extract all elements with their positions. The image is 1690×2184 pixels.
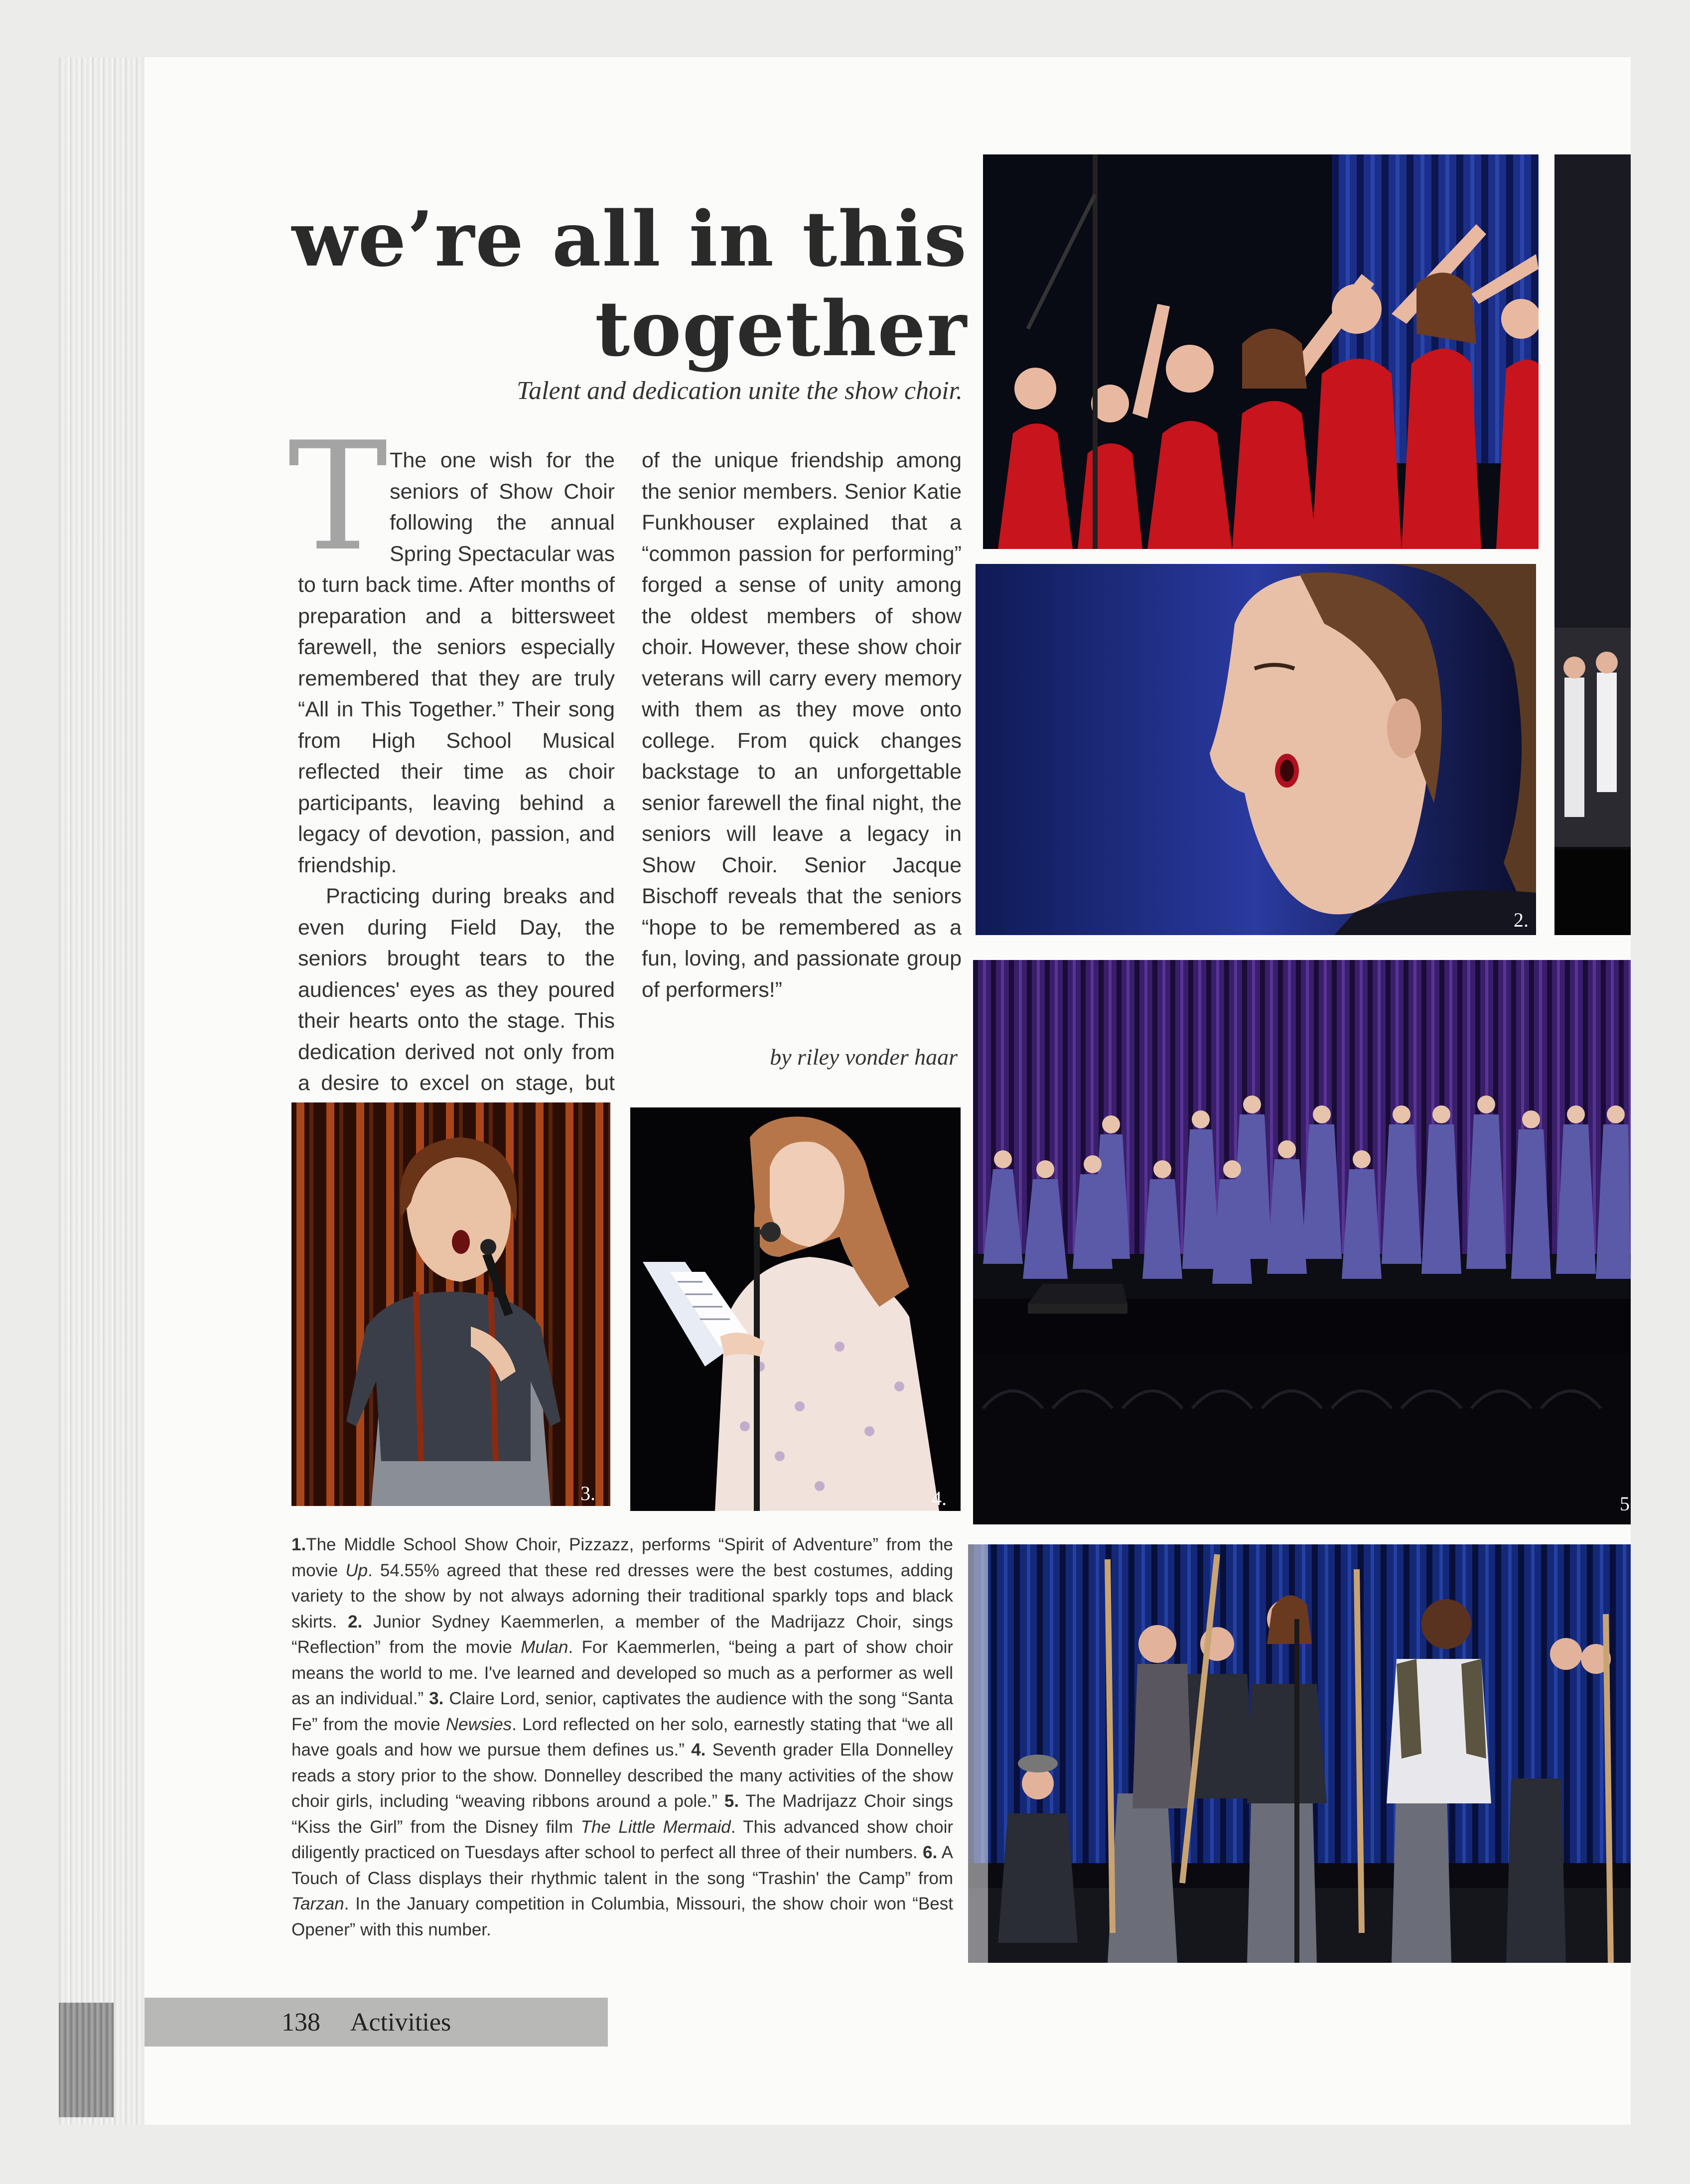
- drop-cap: T: [288, 410, 388, 584]
- photo-3-number: 3.: [580, 1482, 595, 1504]
- photo-1-red-dresses: [983, 154, 1539, 549]
- photo-2-image: [976, 564, 1536, 935]
- photo-5-number: 5: [1620, 1493, 1630, 1515]
- photo-4-ella-donnelley: [630, 1107, 961, 1511]
- photo-4-number: 4.: [932, 1487, 947, 1509]
- article-paragraph-2: Practicing during breaks and even during Field Day, the seniors brought tears to the audiences' eyes as they poured their hearts onto the stage. This dedication derived not only from a desire to excel on stage, but: [298, 884, 615, 1095]
- caption-6-text-end: . In the January competition in Columbia, Missouri, the show choir won “Best Opener” with this number.: [291, 1894, 953, 1939]
- article-column-2: [642, 445, 962, 1005]
- section-name: Activities: [350, 2008, 451, 2037]
- caption-5-text-end: . This advanced show choir diligently practiced on Tuesdays after school to perfect all three of their numbers.: [291, 1817, 953, 1862]
- caption-1-movie: Up: [345, 1560, 368, 1580]
- caption-6-movie: Tarzan: [291, 1894, 344, 1913]
- caption-number-6: 6.: [923, 1843, 938, 1862]
- photo-3-image: [291, 1102, 610, 1506]
- page-stack-bottom-edges: [59, 2003, 114, 2117]
- title-line-2: together: [594, 284, 968, 373]
- photo-2-number: 2.: [1514, 909, 1529, 931]
- photo-captions: [291, 1532, 953, 1942]
- photo-3-claire-lord: [291, 1102, 610, 1506]
- caption-5-text: The Madrijazz Choir sings “Kiss the Girl” from the Disney film: [291, 1791, 953, 1837]
- photo-edge-right-top: [1554, 154, 1631, 935]
- caption-number-3: 3.: [429, 1689, 444, 1708]
- photo-1-image: [983, 154, 1539, 549]
- caption-5-movie: The Little Mermaid: [580, 1817, 731, 1837]
- caption-2-text-end: . For Kaemmerlen, “being a part of show choir means the world to me. I've learned and developed so much as a performer as well as an individual.”: [291, 1638, 953, 1708]
- photo-4-image: [630, 1107, 961, 1511]
- caption-6-text: A Touch of Class displays their rhythmic talent in the song “Trashin' the Camp” from: [291, 1843, 954, 1888]
- photo-5-image: [973, 960, 1631, 1524]
- caption-number-2: 2.: [348, 1612, 363, 1632]
- caption-4-text: Seventh grader Ella Donnelley reads a story prior to the show. Donnelley described the many activities of the show choir girls, including “weaving ribbons around a pole.”: [291, 1740, 954, 1811]
- photo-edge-image: [1554, 154, 1631, 935]
- caption-number-1: 1.: [291, 1535, 306, 1554]
- caption-1-text: The Middle School Show Choir, Pizzazz, performs “Spirit of Adventure” from the movie: [291, 1535, 953, 1580]
- caption-3-text-end: . Lord reflected on her solo, earnestly stating that “we all have goals and how we pursue them defines us.”: [291, 1714, 953, 1760]
- page-footer: [282, 2008, 481, 2037]
- byline: by riley vonder haar: [770, 1044, 958, 1070]
- caption-2-text: Junior Sydney Kaemmerlen, a member of the Madrijazz Choir, sings “Reflection” from the movie: [291, 1612, 953, 1657]
- article-paragraph-3: of the unique friendship among the senior members. Senior Katie Funkhouser explained that a “common passion for performing” forged a sense of unity among the oldest members of show choir. However, these show choir veterans will carry every memory with them as they move onto college. From quick changes backstage to an unforgettable senior farewell the final night, the seniors will leave a legacy in Show Choir. Senior Jacque Bischoff reveals that the seniors “hope to be remembered as a fun, loving, and passionate group of performers!”: [642, 448, 962, 1002]
- page-subtitle: Talent and dedication unite the show choir.: [516, 377, 963, 405]
- photo-2-singer-closeup: [976, 564, 1536, 935]
- page-title: [292, 194, 968, 374]
- article-column-1: [288, 410, 615, 1130]
- caption-number-5: 5.: [724, 1791, 739, 1811]
- article-paragraph-1: The one wish for the seniors of Show Choir following the annual Spring Spectacular was to turn back time. After months of preparation and a bittersweet farewell, the seniors especially remembered that they are truly “All in This Together.” Their song from High School Musical reflected their time as choir participants, leaving behind a legacy of devotion, passion, and friendship.: [298, 448, 615, 877]
- caption-1-text-end: . 54.55% agreed that these red dresses were the best costumes, adding variety to the show by not always adorning their traditional sparkly tops and black skirts.: [291, 1560, 953, 1632]
- photo-6-touch-of-class: [968, 1544, 1631, 1963]
- photo-6-image: [968, 1544, 1631, 1963]
- caption-number-4: 4.: [691, 1740, 706, 1760]
- photo-5-madrijazz-choir: [973, 960, 1631, 1524]
- page-number: 138: [282, 2008, 320, 2037]
- title-line-1: we’re all in this: [291, 194, 968, 283]
- caption-2-movie: Mulan: [521, 1638, 568, 1657]
- caption-3-movie: Newsies: [445, 1714, 512, 1734]
- caption-3-text: Claire Lord, senior, captivates the audience with the song “Santa Fe” from the movie: [291, 1689, 953, 1734]
